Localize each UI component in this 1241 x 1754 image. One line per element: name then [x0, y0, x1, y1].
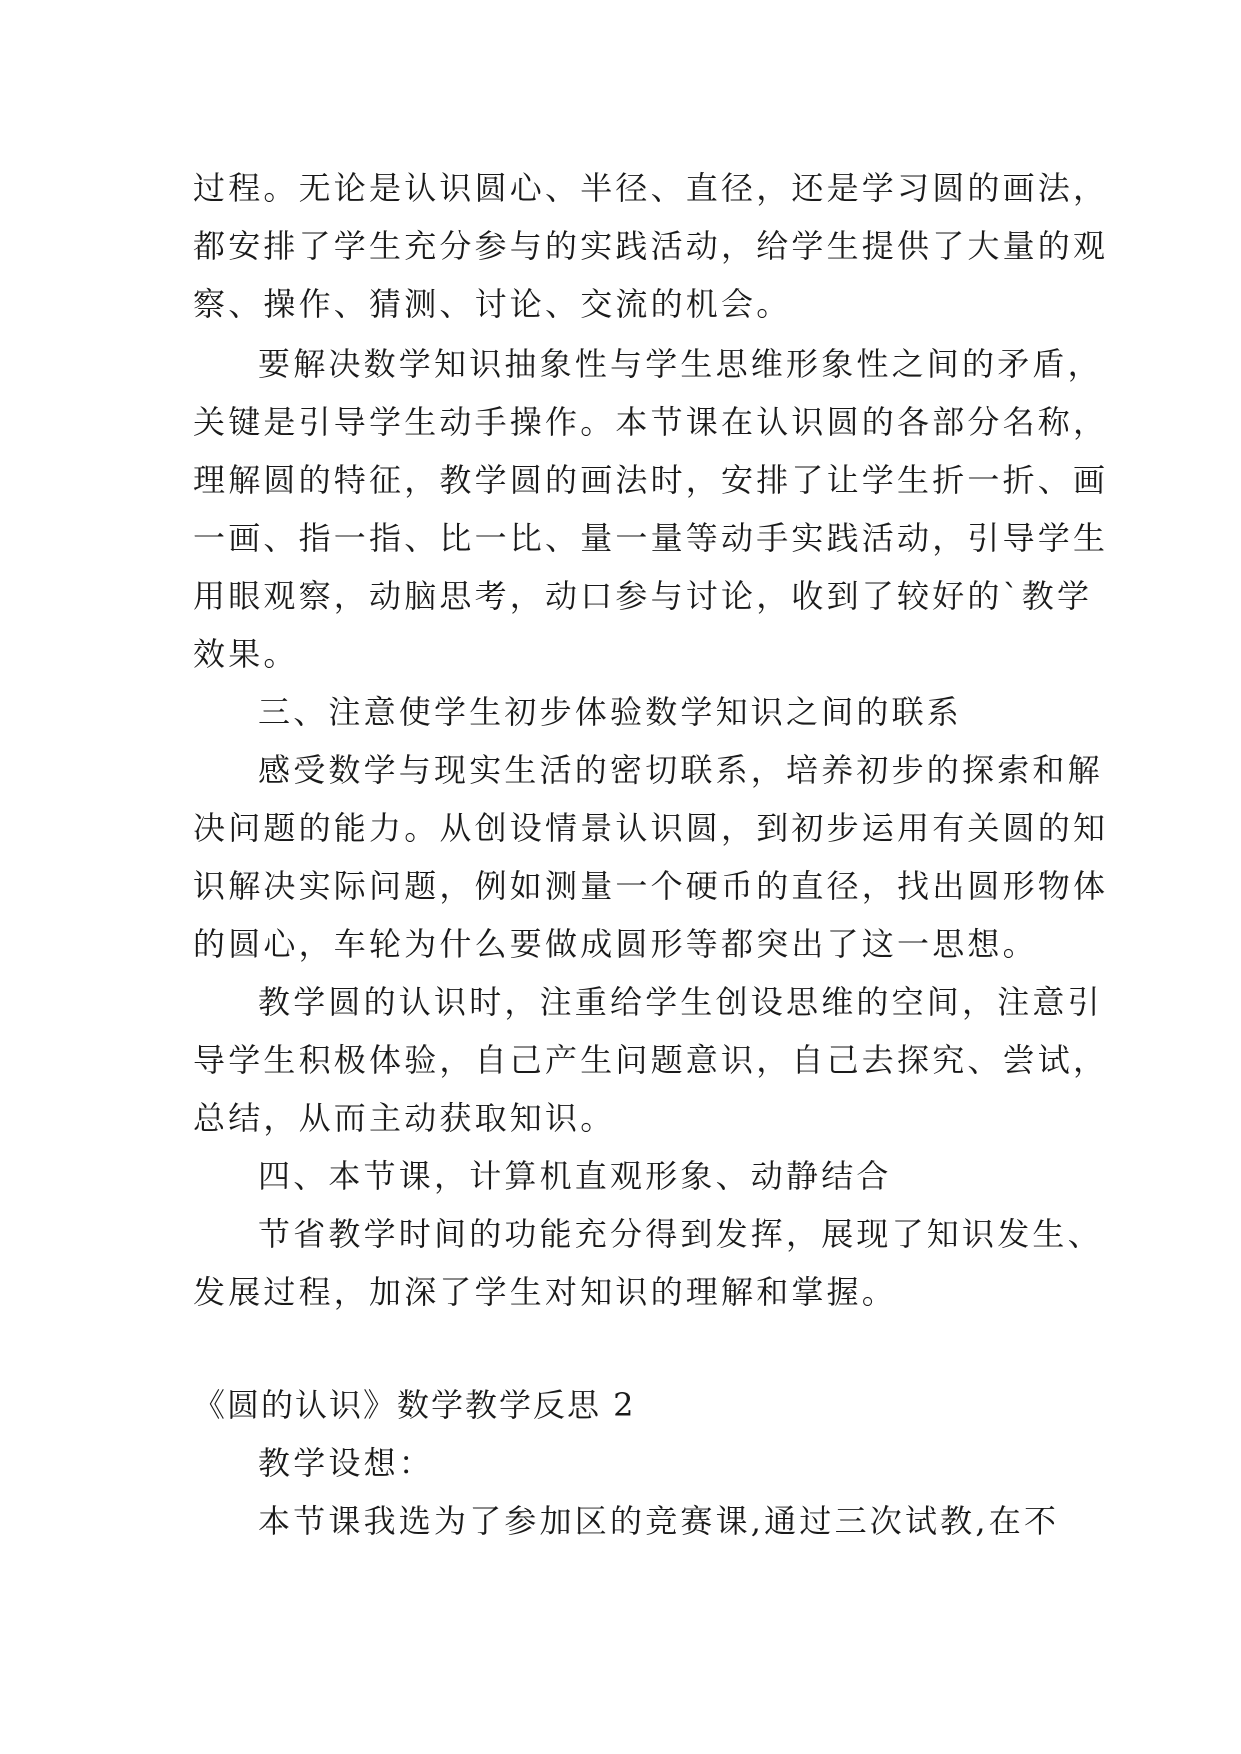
- section-heading: 四、本节课，计算机直观形象、动静结合: [258, 1157, 892, 1195]
- text-line: 总结，从而主动获取知识。: [193, 1099, 616, 1137]
- text-line: 过程。无论是认识圆心、半径、直径，还是学习圆的画法，: [193, 169, 1109, 207]
- text-line: 理解圆的特征，教学圆的画法时，安排了让学生折一折、画: [193, 461, 1109, 499]
- text-line: 用眼观察，动脑思考，动口参与讨论，收到了较好的`教学: [193, 577, 1093, 615]
- text-line: 效果。: [193, 635, 299, 673]
- text-line: 一画、指一指、比一比、量一量等动手实践活动，引导学生: [193, 519, 1109, 557]
- text-line: 发展过程，加深了学生对知识的理解和掌握。: [193, 1273, 898, 1311]
- text-line: 识解决实际问题，例如测量一个硬币的直径，找出圆形物体: [193, 867, 1109, 905]
- text-line: 感受数学与现实生活的密切联系，培养初步的探索和解: [258, 751, 1103, 789]
- text-line: 都安排了学生充分参与的实践活动，给学生提供了大量的观: [193, 227, 1109, 265]
- text-line: 的圆心，车轮为什么要做成圆形等都突出了这一思想。: [193, 925, 1038, 963]
- text-line: 节省教学时间的功能充分得到发挥，展现了知识发生、: [258, 1215, 1103, 1253]
- text-line: 教学圆的认识时，注重给学生创设思维的空间，注意引: [258, 983, 1103, 1021]
- text-line: 教学设想：: [258, 1444, 435, 1482]
- section-heading: 三、注意使学生初步体验数学知识之间的联系: [258, 693, 963, 731]
- text-line: 关键是引导学生动手操作。本节课在认识圆的各部分名称，: [193, 403, 1109, 441]
- document-title: 《圆的认识》数学教学反思 2: [193, 1386, 636, 1424]
- text-line: 导学生积极体验，自己产生问题意识，自己去探究、尝试，: [193, 1041, 1109, 1079]
- text-line: 要解决数学知识抽象性与学生思维形象性之间的矛盾，: [258, 345, 1103, 383]
- text-line: 本节课我选为了参加区的竞赛课,通过三次试教,在不: [258, 1502, 1060, 1540]
- text-line: 决问题的能力。从创设情景认识圆，到初步运用有关圆的知: [193, 809, 1109, 847]
- text-line: 察、操作、猜测、讨论、交流的机会。: [193, 285, 792, 323]
